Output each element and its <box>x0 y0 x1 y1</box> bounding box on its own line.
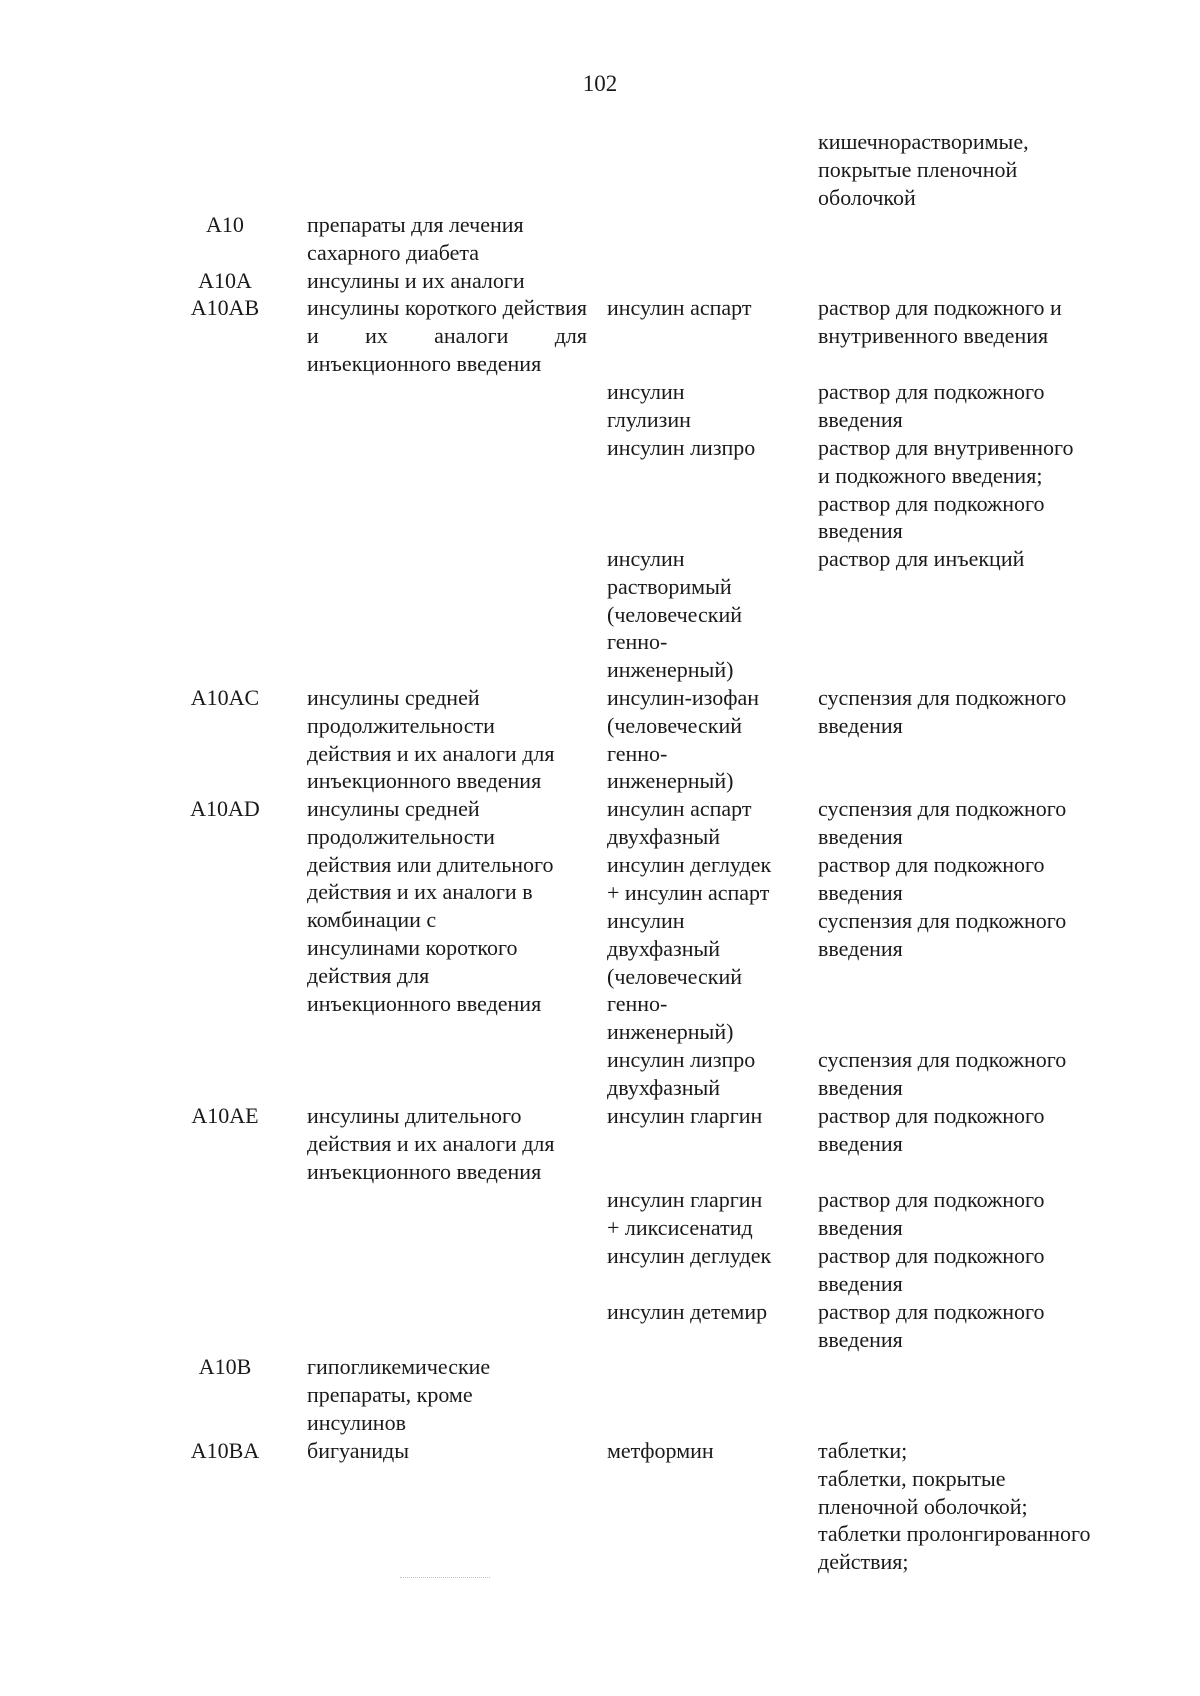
drug-name: инсулин растворимый (человеческий генно- инженерный) <box>607 546 742 683</box>
atc-code: A10AD <box>190 796 260 821</box>
drug-name: инсулин детемир <box>607 1299 768 1324</box>
drug-name: инсулин деглудек <box>607 1243 772 1268</box>
drug-name: инсулин лизпро двухфазный <box>607 1047 756 1100</box>
atc-code: A10AC <box>190 685 260 710</box>
group-name: препараты для лечения сахарного диабета <box>307 212 524 265</box>
dosage-form: раствор для подкожного введения <box>818 1243 1045 1296</box>
drug-name: инсулин аспарт двухфазный <box>607 796 752 849</box>
dosage-form: раствор для подкожного введения <box>818 379 1045 432</box>
dosage-form: раствор для подкожного введения <box>818 852 1045 905</box>
drug-name: инсулин лизпро <box>607 435 756 460</box>
group-name: инсулины и их аналоги <box>307 268 525 293</box>
group-name: инсулины короткого действия и их аналоги для инъекционного введения <box>307 295 587 376</box>
drug-name: метформин <box>607 1438 714 1463</box>
atc-code: A10B <box>198 1354 252 1379</box>
drug-name: инсулин двухфазный (человеческий генно- инженерный) <box>607 908 742 1045</box>
dosage-form: раствор для подкожного введения <box>818 1299 1045 1352</box>
drug-name: инсулин гларгин + ликсисенатид <box>607 1187 763 1240</box>
group-name: инсулины средней продолжительности действия и их аналоги для инъекционного введения <box>307 685 555 794</box>
page-number: 102 <box>582 71 618 96</box>
dosage-form: суспензия для подкожного введения <box>818 1047 1067 1100</box>
dosage-form: раствор для подкожного введения <box>818 1187 1045 1240</box>
atc-code: A10A <box>198 268 252 293</box>
atc-code: A10BA <box>190 1438 260 1463</box>
dosage-form: раствор для подкожного и внутривенного введения <box>818 295 1062 348</box>
atc-code: A10AE <box>191 1103 259 1128</box>
scan-specks <box>400 1577 490 1580</box>
drug-name: инсулин глулизин <box>607 379 691 432</box>
atc-code: A10AB <box>190 295 260 320</box>
drug-name: инсулин аспарт <box>607 295 752 320</box>
dosage-form: таблетки; таблетки, покрытые пленочной оболочкой; таблетки пролонгированного действия; <box>818 1438 1091 1575</box>
dosage-form: кишечнорастворимые, покрытые пленочной оболочкой <box>818 129 1029 210</box>
dosage-form: раствор для инъекций <box>818 546 1025 571</box>
group-name: бигуаниды <box>307 1438 409 1463</box>
group-name: инсулины длительного действия и их аналоги для инъекционного введения <box>307 1103 555 1184</box>
dosage-form: суспензия для подкожного введения <box>818 908 1067 961</box>
dosage-form: суспензия для подкожного введения <box>818 685 1067 738</box>
drug-name: инсулин деглудек + инсулин аспарт <box>607 852 772 905</box>
group-name: гипогликемические препараты, кроме инсулинов <box>307 1354 491 1435</box>
dosage-form: раствор для подкожного введения <box>818 1103 1045 1156</box>
group-name: инсулины средней продолжительности действия или длительного действия и их аналоги в комбинации с инсулинами короткого действия для инъекционного введения <box>307 796 554 1016</box>
drug-name: инсулин-изофан (человеческий генно- инженерный) <box>607 685 760 794</box>
dosage-form: раствор для внутривенного и подкожного введения; раствор для подкожного введения <box>818 435 1074 544</box>
dosage-form: суспензия для подкожного введения <box>818 796 1067 849</box>
drug-name: инсулин гларгин <box>607 1103 763 1128</box>
atc-code: A10 <box>206 212 244 237</box>
